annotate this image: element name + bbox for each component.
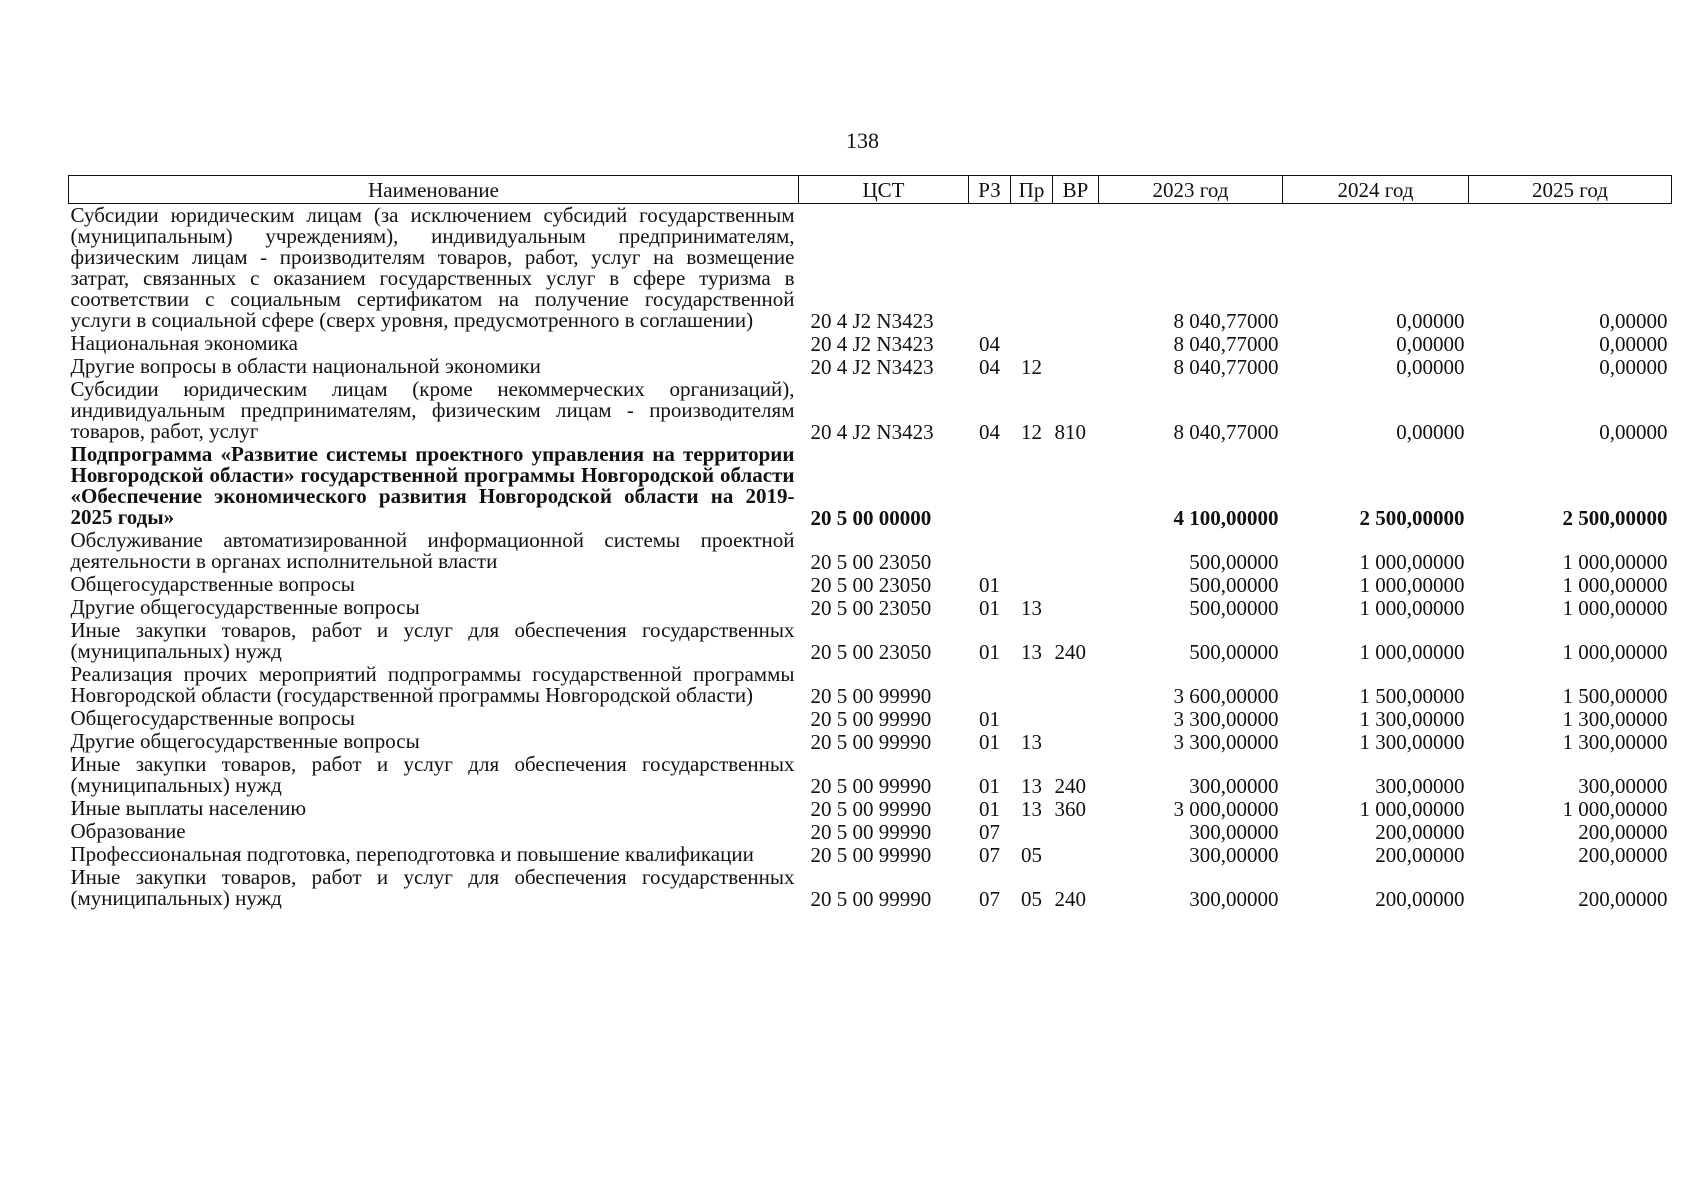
cell-name: Иные выплаты населению: [70, 796, 307, 820]
header-2025: 2025 год: [1469, 176, 1672, 204]
table-row: [69, 663, 1672, 707]
cell-2023: 8 040,77000: [1173, 309, 1279, 333]
cell-2023: 500,00000: [1189, 573, 1279, 597]
cell-cst: 20 5 00 23050: [810, 550, 932, 574]
table-row: [69, 378, 1672, 443]
cell-rz: 07: [979, 887, 1000, 911]
cell-vr: [1053, 820, 1099, 843]
cell-vr: [1053, 355, 1099, 378]
cell-rz: 01: [979, 596, 1000, 620]
cell-rz: [969, 204, 1011, 333]
cell-2025: 1 300,00000: [1562, 707, 1668, 731]
cell-name: Национальная экономика: [70, 331, 298, 355]
header-pr: Пр: [1011, 176, 1053, 204]
cell-2023: 4 100,00000: [1173, 506, 1279, 530]
header-rz: РЗ: [969, 176, 1011, 204]
cell-2025: 1 000,00000: [1562, 573, 1668, 597]
cell-pr: [1011, 820, 1053, 843]
table-row: [69, 332, 1672, 355]
cell-pr: [1011, 663, 1053, 707]
cell-pr: [1011, 529, 1053, 573]
cell-2023: 300,00000: [1189, 887, 1279, 911]
cell-2023: 8 040,77000: [1173, 420, 1279, 444]
cell-vr: 240: [1054, 887, 1086, 911]
cell-cst: 20 5 00 99990: [810, 774, 932, 798]
cell-2023: 500,00000: [1189, 640, 1279, 664]
cell-2025: 0,00000: [1599, 309, 1668, 333]
cell-pr: 13: [1021, 596, 1042, 620]
table-row: [69, 204, 1672, 333]
cell-rz: 01: [979, 774, 1000, 798]
cell-cst: 20 4 J2 N3423: [810, 309, 934, 333]
table-row: [69, 730, 1672, 753]
cell-rz: 04: [979, 355, 1000, 379]
table-body: [69, 204, 1672, 911]
cell-pr: 05: [1021, 887, 1042, 911]
table-row: [69, 753, 1672, 797]
budget-table: [68, 175, 1672, 910]
page-number: 138: [846, 128, 879, 153]
cell-cst: 20 5 00 23050: [810, 573, 932, 597]
table-row: [69, 443, 1672, 529]
cell-2024: 1 000,00000: [1359, 797, 1465, 821]
cell-2025: 0,00000: [1599, 420, 1668, 444]
table-row: [69, 797, 1672, 820]
cell-2025: 1 500,00000: [1562, 684, 1668, 708]
cell-name: Иные закупки товаров, работ и услуг для обеспечения государственных (муниципальных) нужд: [70, 618, 795, 663]
cell-2024: 0,00000: [1396, 309, 1465, 333]
cell-vr: [1053, 332, 1099, 355]
cell-2023: 300,00000: [1189, 843, 1279, 867]
cell-vr: [1053, 843, 1099, 866]
cell-name: Общегосударственные вопросы: [70, 572, 355, 596]
table-row: [69, 573, 1672, 596]
header-name: Наименование: [69, 176, 799, 204]
cell-rz: 01: [979, 573, 1000, 597]
table-row: [69, 355, 1672, 378]
cell-vr: 240: [1054, 774, 1086, 798]
cell-2025: 200,00000: [1578, 820, 1668, 844]
cell-cst: 20 5 00 99990: [810, 707, 932, 731]
cell-vr: 360: [1054, 797, 1086, 821]
cell-vr: [1053, 707, 1099, 730]
cell-2024: 0,00000: [1396, 420, 1465, 444]
cell-2024: 1 000,00000: [1359, 596, 1465, 620]
cell-cst: 20 5 00 99990: [810, 797, 932, 821]
cell-cst: 20 5 00 23050: [810, 640, 932, 664]
cell-name: Реализация прочих мероприятий подпрограммы государственной программы Новгородской области (государственной программы Новгородской области): [70, 662, 795, 707]
table-row: [69, 866, 1672, 910]
header-cst: ЦСТ: [799, 176, 969, 204]
cell-name: Профессиональная подготовка, переподготовка и повышение квалификации: [70, 842, 754, 866]
cell-rz: 04: [979, 420, 1000, 444]
cell-pr: 13: [1021, 774, 1042, 798]
cell-pr: 13: [1021, 730, 1042, 754]
cell-2024: 0,00000: [1396, 332, 1465, 356]
cell-name: Образование: [70, 819, 186, 843]
cell-pr: [1011, 707, 1053, 730]
cell-rz: 01: [979, 707, 1000, 731]
cell-2024: 300,00000: [1375, 774, 1465, 798]
cell-rz: 01: [979, 730, 1000, 754]
cell-pr: 13: [1021, 797, 1042, 821]
cell-2025: 2 500,00000: [1562, 506, 1668, 530]
cell-2024: 200,00000: [1375, 887, 1465, 911]
table-row: [69, 529, 1672, 573]
table-row: [69, 843, 1672, 866]
cell-pr: 13: [1021, 640, 1042, 664]
cell-2025: 200,00000: [1578, 887, 1668, 911]
cell-rz: 07: [979, 843, 1000, 867]
cell-cst: 20 5 00 99990: [810, 684, 932, 708]
header-2023: 2023 год: [1099, 176, 1283, 204]
cell-cst: 20 5 00 99990: [810, 887, 932, 911]
cell-vr: [1053, 529, 1099, 573]
cell-2025: 300,00000: [1578, 774, 1668, 798]
cell-2024: 1 500,00000: [1359, 684, 1465, 708]
cell-pr: [1011, 573, 1053, 596]
cell-2023: 3 600,00000: [1173, 684, 1279, 708]
table-row: [69, 619, 1672, 663]
cell-vr: 240: [1054, 640, 1086, 664]
header-2024: 2024 год: [1283, 176, 1469, 204]
cell-2023: 3 000,00000: [1173, 797, 1279, 821]
cell-2025: 1 000,00000: [1562, 550, 1668, 574]
cell-name: Субсидии юридическим лицам (кроме некоммерческих организаций), индивидуальным предпринимателям, физическим лицам - производителям товаров, работ, услуг: [70, 377, 795, 443]
cell-2023: 300,00000: [1189, 820, 1279, 844]
cell-2025: 1 000,00000: [1562, 596, 1668, 620]
cell-pr: [1011, 204, 1053, 333]
cell-rz: 01: [979, 640, 1000, 664]
cell-name: Подпрограмма «Развитие системы проектного управления на территории Новгородской области» государственной программы Новгородской области «Обеспечение экономического развития Новгородской области на 2019-2025 годы»: [70, 442, 795, 529]
cell-name: Иные закупки товаров, работ и услуг для обеспечения государственных (муниципальных) нужд: [70, 752, 795, 797]
cell-vr: [1053, 730, 1099, 753]
cell-2025: 1 000,00000: [1562, 797, 1668, 821]
cell-pr: 12: [1021, 420, 1042, 444]
cell-name: Другие общегосударственные вопросы: [70, 729, 420, 753]
cell-rz: [969, 529, 1011, 573]
cell-2025: 200,00000: [1578, 843, 1668, 867]
cell-2025: 1 000,00000: [1562, 640, 1668, 664]
cell-cst: 20 4 J2 N3423: [810, 420, 934, 444]
cell-vr: 810: [1054, 420, 1086, 444]
cell-name: Другие общегосударственные вопросы: [70, 595, 420, 619]
cell-pr: 05: [1021, 843, 1042, 867]
cell-2024: 0,00000: [1396, 355, 1465, 379]
cell-2024: 1 000,00000: [1359, 550, 1465, 574]
cell-pr: [1011, 332, 1053, 355]
cell-2024: 200,00000: [1375, 820, 1465, 844]
cell-2023: 3 300,00000: [1173, 730, 1279, 754]
cell-2023: 300,00000: [1189, 774, 1279, 798]
cell-pr: [1011, 443, 1053, 529]
cell-pr: 12: [1021, 355, 1042, 379]
cell-2024: 1 300,00000: [1359, 730, 1465, 754]
cell-2024: 1 000,00000: [1359, 640, 1465, 664]
cell-name: Субсидии юридическим лицам (за исключением субсидий государственным (муниципальным) учреждениям), индивидуальным предпринимателям, физическим лицам - производителям товаров, работ, услуг на возмещение затрат, связанных с оказанием государственных услуг в сфере туризма в соответствии с социальным сертификатом на получение государственной услуги в социальной сфере (сверх уровня, предусмотренного в соглашении): [70, 203, 795, 332]
cell-2023: 3 300,00000: [1173, 707, 1279, 731]
cell-2023: 8 040,77000: [1173, 332, 1279, 356]
cell-2024: 200,00000: [1375, 843, 1465, 867]
cell-2025: 1 300,00000: [1562, 730, 1668, 754]
cell-cst: 20 5 00 99990: [810, 820, 932, 844]
cell-2024: 1 000,00000: [1359, 573, 1465, 597]
table-row: [69, 707, 1672, 730]
cell-2024: 2 500,00000: [1359, 506, 1465, 530]
cell-vr: [1053, 596, 1099, 619]
cell-vr: [1053, 573, 1099, 596]
cell-vr: [1053, 443, 1099, 529]
cell-vr: [1053, 204, 1099, 333]
cell-cst: 20 5 00 99990: [810, 843, 932, 867]
cell-2024: 1 300,00000: [1359, 707, 1465, 731]
cell-2025: 0,00000: [1599, 355, 1668, 379]
cell-rz: [969, 663, 1011, 707]
cell-name: Обслуживание автоматизированной информационной системы проектной деятельности в органах исполнительной власти: [70, 528, 795, 573]
cell-name: Общегосударственные вопросы: [70, 706, 355, 730]
cell-name: Иные закупки товаров, работ и услуг для обеспечения государственных (муниципальных) нужд: [70, 865, 795, 910]
cell-rz: 01: [979, 797, 1000, 821]
cell-2023: 500,00000: [1189, 550, 1279, 574]
table-row: [69, 820, 1672, 843]
cell-2025: 0,00000: [1599, 332, 1668, 356]
header-vr: ВР: [1053, 176, 1099, 204]
cell-cst: 20 4 J2 N3423: [810, 332, 934, 356]
table-header-row: [69, 176, 1672, 204]
cell-rz: [969, 443, 1011, 529]
cell-vr: [1053, 663, 1099, 707]
cell-2023: 8 040,77000: [1173, 355, 1279, 379]
table-row: [69, 596, 1672, 619]
cell-name: Другие вопросы в области национальной экономики: [70, 354, 541, 378]
cell-cst: 20 4 J2 N3423: [810, 355, 934, 379]
cell-cst: 20 5 00 23050: [810, 596, 932, 620]
cell-cst: 20 5 00 99990: [810, 730, 932, 754]
cell-rz: 04: [979, 332, 1000, 356]
cell-cst: 20 5 00 00000: [810, 506, 932, 530]
cell-2023: 500,00000: [1189, 596, 1279, 620]
cell-rz: 07: [979, 820, 1000, 844]
